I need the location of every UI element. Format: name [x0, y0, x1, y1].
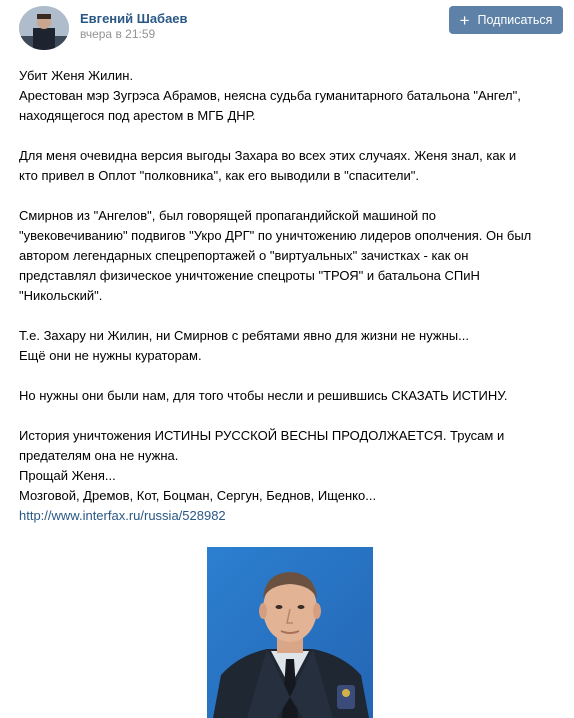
author-name[interactable]: Евгений Шабаев	[80, 11, 188, 26]
post-text-line: Смирнов из "Ангелов", был говорящей пропагандийской машиной по	[19, 208, 437, 223]
post-text-line: Убит Женя Жилин.	[19, 68, 134, 83]
post-timestamp[interactable]: вчера в 21:59	[80, 27, 156, 41]
author-avatar[interactable]	[19, 6, 69, 50]
post-text-line: кто привел в Оплот "полковника", как его выводили в "спасители".	[19, 168, 419, 183]
post-text-line: Но нужны они были нам, для того чтобы несли и решившись СКАЗАТЬ ИСТИНУ.	[19, 388, 508, 403]
post-text-line: предателям она не нужна.	[19, 448, 179, 463]
paragraph-spacer	[19, 306, 559, 326]
paragraph-spacer	[19, 126, 559, 146]
post-text-line: автором легендарных спецрепортажей о "виртуальных" зачистках - как он	[19, 248, 469, 263]
post-text-line: находящегося под арестом в МГБ ДНР.	[19, 108, 256, 123]
post-link-line	[19, 506, 559, 526]
post-text-line: Ещё они не нужны кураторам.	[19, 348, 202, 363]
post-text-line: "увековечиванию" подвигов "Укро ДРГ" по уничтожению лидеров ополчения. Он был	[19, 228, 532, 243]
post-text-line: Прощай Женя...	[19, 468, 116, 483]
post-text-line: Арестован мэр Зугрэса Абрамов, неясна судьба гуманитарного батальона "Ангел",	[19, 88, 521, 103]
post-header	[0, 0, 574, 60]
post-text-line: Мозговой, Дремов, Кот, Боцман, Сергун, Беднов, Ищенко...	[19, 488, 377, 503]
post-text-line: Для меня очевидна версия выгоды Захара во всех этих случаях. Женя знал, как и	[19, 148, 517, 163]
subscribe-label: Подписаться	[477, 13, 553, 27]
paragraph-spacer	[19, 366, 559, 386]
subscribe-button[interactable]	[449, 6, 563, 34]
paragraph-spacer	[19, 186, 559, 206]
post-text-line: Т.е. Захару ни Жилин, ни Смирнов с ребятами явно для жизни не нужны...	[19, 328, 469, 343]
post-text-line: История уничтожения ИСТИНЫ РУССКОЙ ВЕСНЫ ПРОДОЛЖАЕТСЯ. Трусам и	[19, 428, 505, 443]
paragraph-spacer	[19, 406, 559, 426]
interfax-link[interactable]: http://www.interfax.ru/russia/528982	[19, 508, 226, 523]
post-text-line: представлял физическое уничтожение спецроты "ТРОЯ" и батальона СПиН	[19, 268, 480, 283]
plus-icon: +	[459, 10, 470, 30]
post-text-line: "Никольский".	[19, 288, 103, 303]
post-photo[interactable]	[207, 547, 373, 718]
post-text	[19, 66, 559, 526]
